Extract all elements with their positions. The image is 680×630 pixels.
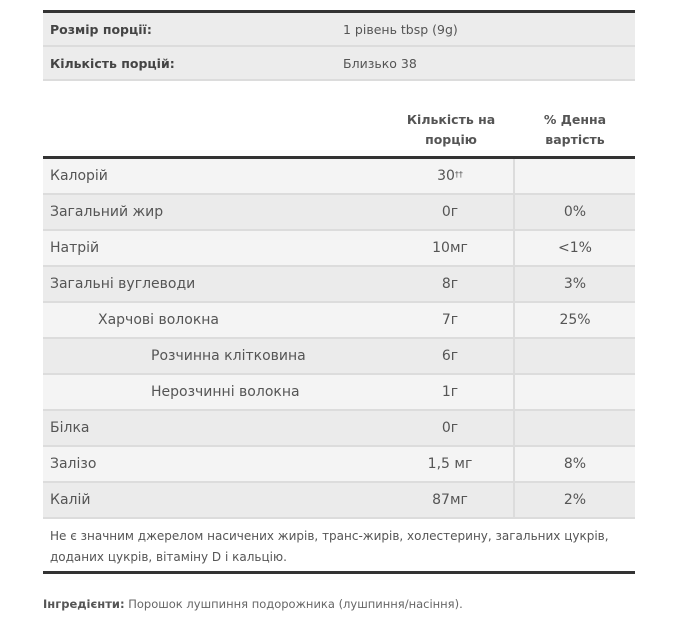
nutrient-amount-value: 6г	[441, 348, 459, 364]
footnote: Не є значним джерелом насичених жирів, транс-жирів, холестерину, загальних цукрів, доданих цукрів, вітаміну D і кальцію.	[43, 519, 635, 574]
nutrient-amount	[387, 159, 515, 193]
serving-size-value: 1 рівень tbsp (9g)	[343, 21, 458, 37]
nutrient-row	[43, 447, 635, 483]
nutrient-name: Розчинна клітковина	[151, 348, 306, 364]
nutrient-name: Нерозчинні волокна	[151, 384, 300, 400]
ingredients-label: Інгредієнти:	[43, 597, 125, 611]
nutrient-row	[43, 303, 635, 339]
nutrient-name: Калій	[50, 492, 91, 508]
nutrient-daily-value: 25%	[559, 312, 591, 328]
nutrient-amount-value: 87мг	[432, 492, 468, 508]
nutrient-amount	[387, 411, 515, 445]
nutrient-daily-value: 3%	[563, 276, 587, 292]
nutrient-daily-value: <1%	[558, 240, 592, 256]
nutrient-amount	[387, 375, 515, 409]
nutrient-daily-value	[515, 375, 635, 409]
nutrient-daily-value: 2%	[563, 492, 587, 508]
ingredients	[43, 597, 463, 611]
nutrient-amount-value: 8г	[441, 276, 459, 292]
nutrient-daily-value	[515, 159, 635, 193]
nutrient-row	[43, 375, 635, 411]
nutrient-row	[43, 231, 635, 267]
supplement-facts-panel	[43, 10, 635, 574]
nutrient-daily-value: 0%	[563, 204, 587, 220]
nutrient-daily-value	[515, 411, 635, 445]
nutrient-daily-value	[515, 339, 635, 373]
nutrient-daily-value: 8%	[563, 456, 587, 472]
daily-value-header	[515, 110, 635, 150]
dv-header-line2: вартість	[545, 132, 605, 147]
nutrient-amount	[387, 195, 515, 229]
nutrient-row	[43, 267, 635, 303]
column-headers	[43, 81, 635, 156]
nutrient-amount	[387, 303, 515, 337]
serving-size-row	[43, 13, 635, 47]
nutrient-amount	[387, 447, 515, 481]
dv-header-line1: % Денна	[543, 112, 607, 127]
nutrient-amount-value: 10мг	[432, 240, 468, 256]
nutrient-name: Загальний жир	[50, 204, 164, 220]
nutrient-name: Залізо	[50, 456, 97, 472]
nutrients-table	[43, 156, 635, 519]
nutrient-row	[43, 339, 635, 375]
nutrient-row	[43, 483, 635, 519]
nutrient-row	[43, 159, 635, 195]
nutrient-row	[43, 195, 635, 231]
footnote-marker: ††	[454, 169, 463, 179]
nutrient-row	[43, 411, 635, 447]
nutrient-name: Білка	[50, 420, 90, 436]
nutrient-amount-value: 1,5 мг	[427, 456, 473, 472]
nutrient-name: Загальні вуглеводи	[50, 276, 196, 292]
servings-per-container-row	[43, 47, 635, 81]
amount-header-line2: порцію	[425, 132, 477, 147]
nutrient-amount-value: 0г	[441, 420, 459, 436]
nutrient-amount-value: 0г	[441, 204, 459, 220]
nutrient-amount	[387, 231, 515, 265]
nutrient-amount	[387, 483, 515, 517]
nutrient-amount	[387, 339, 515, 373]
nutrient-amount	[387, 267, 515, 301]
nutrient-amount-value: 30	[437, 168, 455, 184]
servings-per-container-value: Близько 38	[343, 55, 417, 71]
nutrient-name: Натрій	[50, 240, 100, 256]
nutrient-name: Калорій	[50, 168, 108, 184]
serving-info-table	[43, 10, 635, 81]
servings-per-container-label: Кількість порцій:	[50, 55, 175, 71]
serving-size-label: Розмір порції:	[50, 21, 152, 37]
nutrient-amount-value: 7г	[441, 312, 459, 328]
nutrient-name: Харчові волокна	[98, 312, 220, 328]
ingredients-text: Порошок лушпиння подорожника (лушпиння/насіння).	[124, 597, 463, 611]
amount-per-serving-header	[387, 110, 515, 150]
nutrient-amount-value: 1г	[441, 384, 459, 400]
amount-header-line1: Кількість на	[406, 112, 496, 127]
